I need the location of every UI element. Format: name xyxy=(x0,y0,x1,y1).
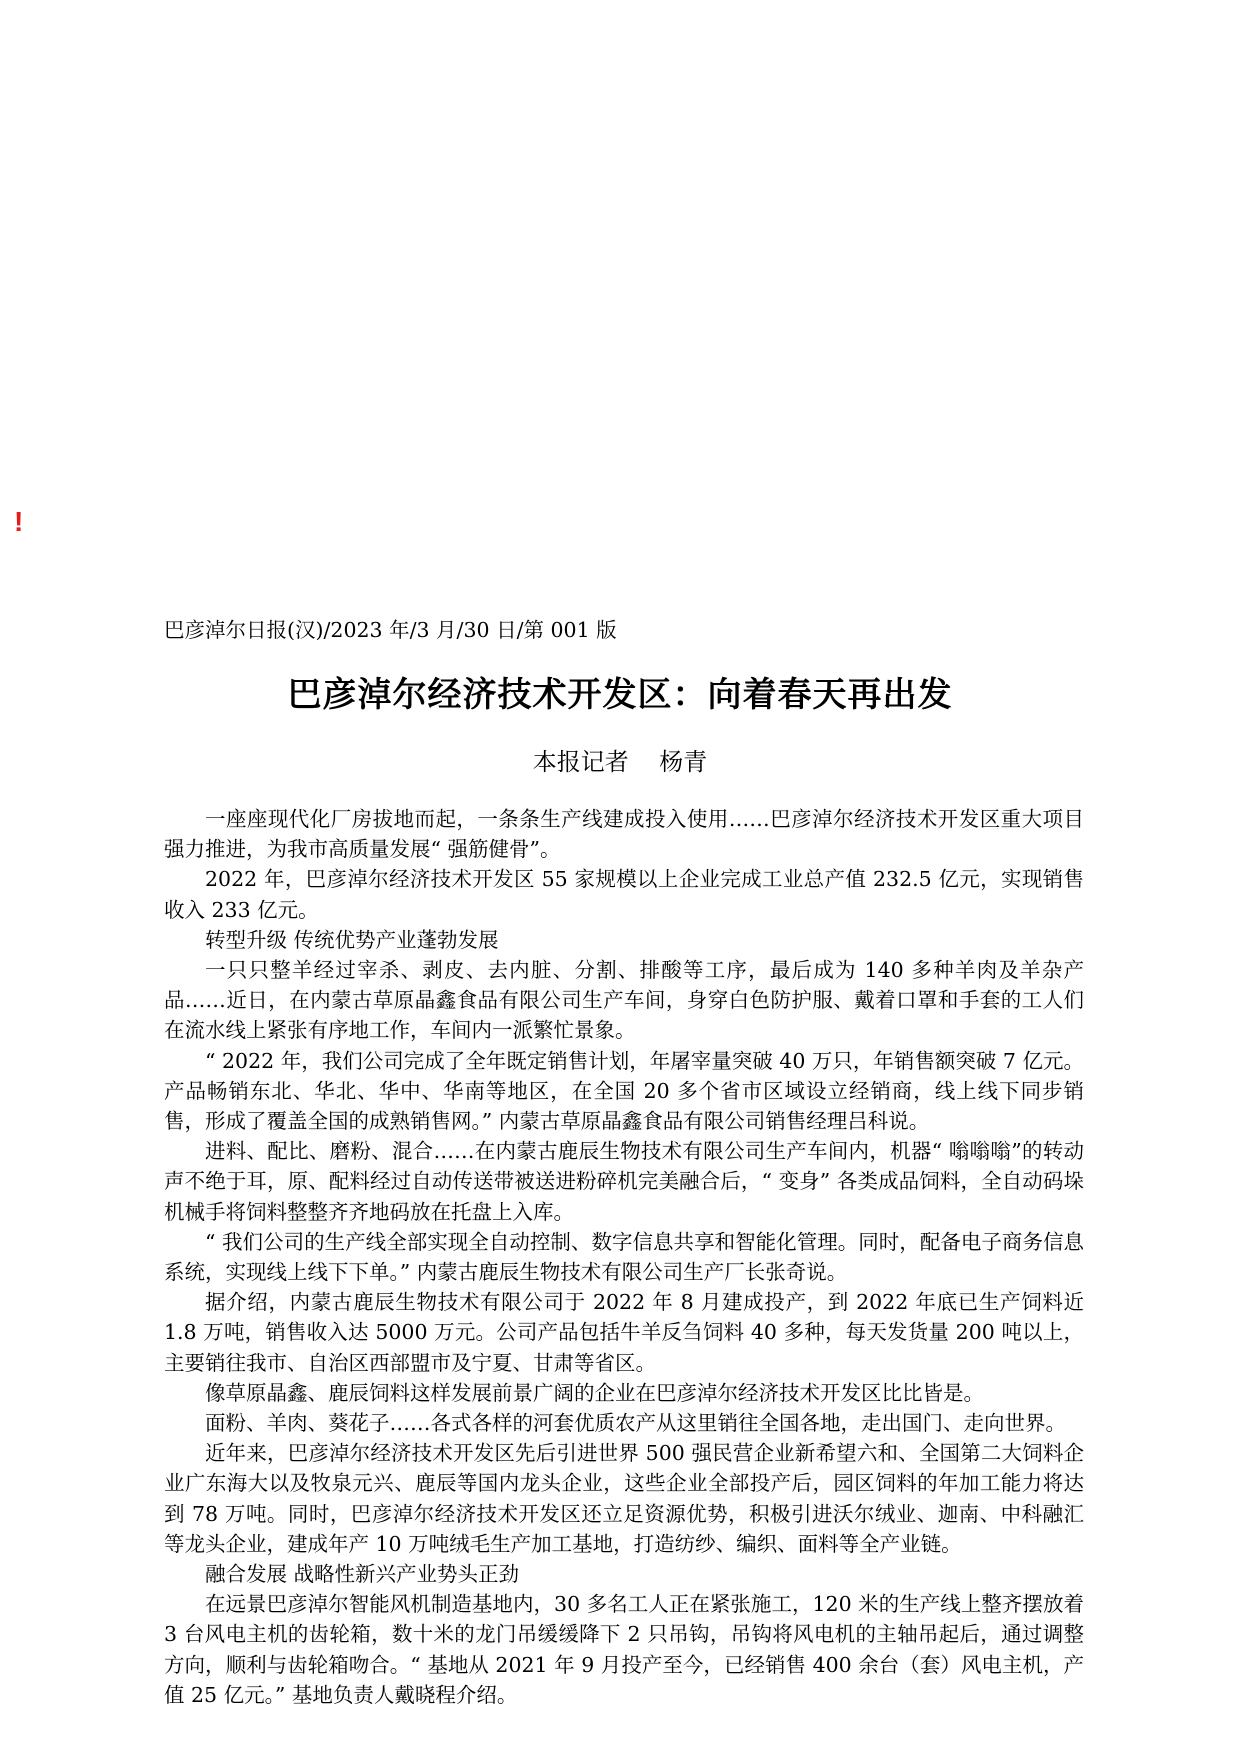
paragraph: 一座座现代化厂房拔地而起，一条条生产线建成投入使用……巴彦淖尔经济技术开发区重大项目强力推进，为我市高质量发展“ 强筋健骨”。 xyxy=(164,807,1084,862)
section-heading: 转型升级 传统优势产业蓬勃发展 xyxy=(205,927,499,952)
paragraph: 据介绍，内蒙古鹿辰生物技术有限公司于 2022 年 8 月建成投产，到 2022 年底已生产饲料近 1.8 万吨，销售收入达 5000 万元。公司产品包括牛羊反刍饲料 40 多种，每天发货量 200 吨以上，主要销往我市、自治区西部盟市及宁夏、甘肃等省区。 xyxy=(164,1290,1084,1375)
paragraph: 一只只整羊经过宰杀、剥皮、去内脏、分割、排酸等工序，最后成为 140 多种羊肉及羊杂产品……近日，在内蒙古草原晶鑫食品有限公司生产车间，身穿白色防护服、戴着口罩和手套的工人们在流水线上紧张有序地工作，车间内一派繁忙景象。 xyxy=(164,958,1084,1043)
article-headline: 巴彦淖尔经济技术开发区：向着春天再出发 xyxy=(287,675,953,715)
article-body xyxy=(164,804,1084,1710)
paragraph: 面粉、羊肉、葵花子……各式各样的河套优质农产从这里销往全国各地，走出国门、走向世界。 xyxy=(205,1411,1066,1436)
paragraph: 2022 年，巴彦淖尔经济技术开发区 55 家规模以上企业完成工业总产值 232.5 亿元，实现销售收入 233 亿元。 xyxy=(164,867,1084,922)
byline: 本报记者 杨青 xyxy=(532,748,708,776)
red-exclamation-mark: ! xyxy=(14,506,24,537)
source-line: 巴彦淖尔日报(汉)/2023 年/3 月/30 日/第 001 版 xyxy=(164,618,617,642)
paragraph: “ 2022 年，我们公司完成了全年既定销售计划，年屠宰量突破 40 万只，年销售额突破 7 亿元。产品畅销东北、华北、华中、华南等地区，在全国 20 多个省市区域设立经销商，线上线下同步销售，形成了覆盖全国的成熟销售网。” 内蒙古草原晶鑫食品有限公司销售经理吕科说。 xyxy=(164,1048,1084,1134)
section-heading: 融合发展 战略性新兴产业势头正劲 xyxy=(205,1562,520,1587)
paragraph: 进料、配比、磨粉、混合……在内蒙古鹿辰生物技术有限公司生产车间内，机器“ 嗡嗡嗡”的转动声不绝于耳，原、配料经过自动传送带被送进粉碎机完美融合后，“ 变身” 各类成品饲料，全自动码垛机械手将饲料整整齐齐地码放在托盘上入库。 xyxy=(164,1139,1084,1224)
paragraph: 在远景巴彦淖尔智能风机制造基地内，30 多名工人正在紧张施工，120 米的生产线上整齐摆放着 3 台风电主机的齿轮箱，数十米的龙门吊缓缓降下 2 只吊钩，吊钩将风电机的主轴吊起后，通过调整方向，顺利与齿轮箱吻合。“ 基地从 2021 年 9 月投产至今，已经销售 400 余台（套）风电主机，产值 25 亿元。” 基地负责人戴晓程介绍。 xyxy=(164,1592,1084,1707)
paragraph: 近年来，巴彦淖尔经济技术开发区先后引进世界 500 强民营企业新希望六和、全国第二大饲料企业广东海大以及牧泉元兴、鹿辰等国内龙头企业，这些企业全部投产后，园区饲料的年加工能力将达到 78 万吨。同时，巴彦淖尔经济技术开发区还立足资源优势，积极引进沃尔绒业、迦南、中科融汇等龙头企业，建成年产 10 万吨绒毛生产加工基地，打造纺纱、编织、面料等全产业链。 xyxy=(164,1441,1084,1556)
paragraph: 像草原晶鑫、鹿辰饲料这样发展前景广阔的企业在巴彦淖尔经济技术开发区比比皆是。 xyxy=(205,1380,984,1405)
paragraph: “ 我们公司的生产线全部实现全自动控制、数字信息共享和智能化管理。同时，配备电子商务信息系统，实现线上线下下单。” 内蒙古鹿辰生物技术有限公司生产厂长张奇说。 xyxy=(164,1229,1084,1285)
